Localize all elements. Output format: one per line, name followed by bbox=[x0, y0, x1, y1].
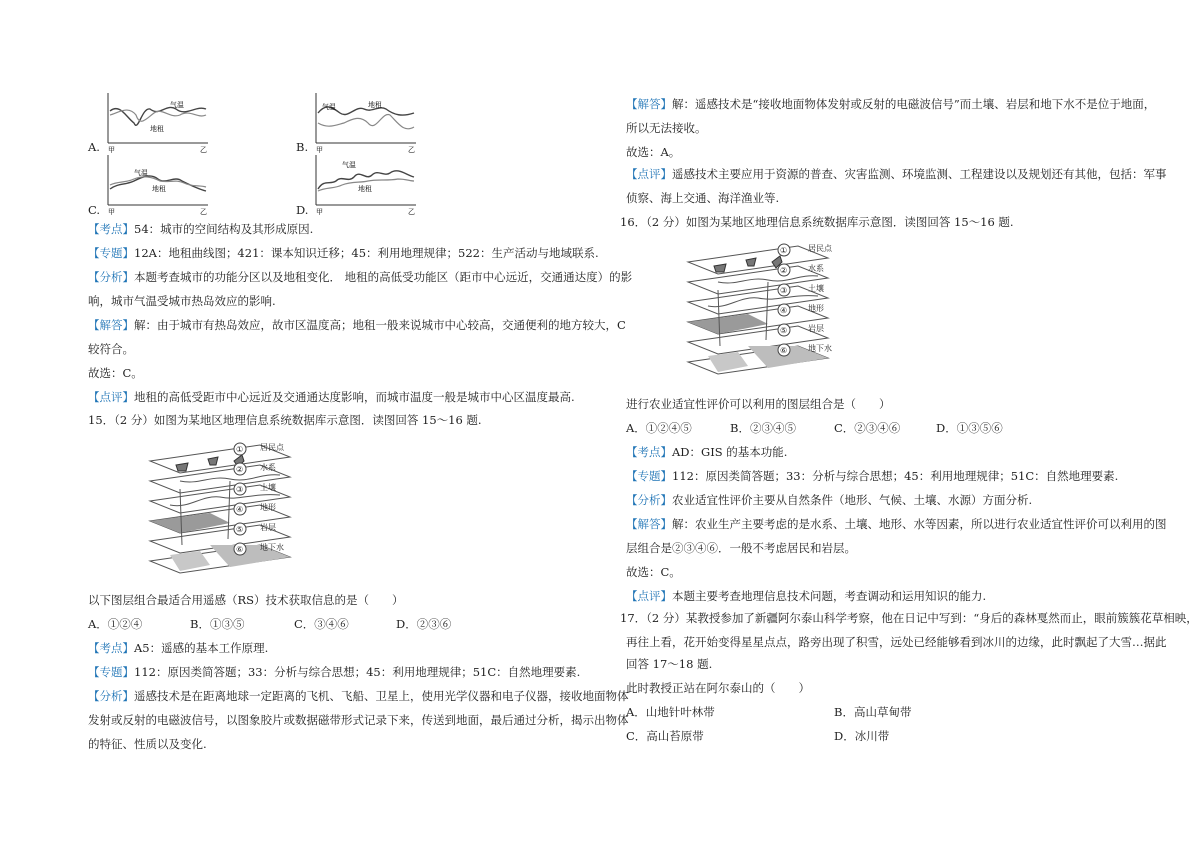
option-d-label: D. bbox=[296, 203, 309, 217]
gis-layer-diagram-q15 bbox=[110, 435, 350, 583]
fenxi-text: 遥感技术是在距离地球一定距离的飞机、飞船、卫星上，使用光学仪器和电子仪器，接收地面物体 bbox=[134, 689, 629, 703]
q14-zhuanti bbox=[88, 245, 599, 261]
zhuanti-tag: 【专题】 bbox=[626, 469, 672, 483]
q14-jieda bbox=[88, 317, 626, 333]
jieda-text: 解：农业生产主要考虑的是水系、土壤、地形、水等因素，所以进行农业适宜性评价可以利用的图 bbox=[672, 517, 1167, 531]
fenxi-tag: 【分析】 bbox=[88, 689, 134, 703]
q15-fenxi-cont-1: 发射或反射的电磁波信号，以图象胶片或数据磁带形式记录下来，传送到地面，最后通过分析，揭示出物体 bbox=[88, 713, 629, 727]
series-label-s2: 气温 bbox=[322, 103, 336, 111]
fenxi-text: 农业适宜性评价主要从自然条件（地形、气候、土壤、水源）方面分析. bbox=[672, 493, 1033, 507]
axis-start-label: 甲 bbox=[108, 208, 115, 215]
axis-start-label: 甲 bbox=[316, 208, 323, 215]
layer-number-1: ① bbox=[236, 445, 244, 454]
layer-label-5: 岩层 bbox=[260, 523, 276, 532]
dianping-text: 地租的高低受距市中心远近及交通通达度影响，而城市温度一般是城市中心区温度最高. bbox=[134, 390, 575, 404]
layer-label-3: 土壤 bbox=[260, 483, 276, 492]
layer-number-2: ② bbox=[236, 465, 244, 474]
option-c-label: C. bbox=[88, 203, 101, 217]
layer-label-4: 地形 bbox=[808, 304, 824, 313]
layer-number-6: ⑥ bbox=[780, 346, 788, 355]
q17-option-a[interactable]: A．山地针叶林带 bbox=[626, 705, 715, 719]
layer-number-3: ③ bbox=[236, 485, 244, 494]
q14-fenxi-cont: 响，城市气温受城市热岛效应的影响. bbox=[88, 294, 276, 308]
jieda-text: 解：由于城市有热岛效应，故市区温度高；地租一般来说城市中心较高，交通便利的地方较大，C bbox=[134, 318, 626, 332]
q16-option-b[interactable]: B．②③④⑤ bbox=[730, 421, 796, 435]
series-label-s1: 气温 bbox=[170, 101, 184, 109]
q14-kaodian bbox=[88, 221, 313, 237]
q15-stem: 15．（2 分）如图为某地区地理信息系统数据库示意图．读图回答 15～16 题. bbox=[88, 413, 482, 427]
series-label-s2: 地租 bbox=[150, 125, 164, 133]
q17-option-b[interactable]: B．高山草甸带 bbox=[834, 705, 912, 719]
layer-number-5: ⑤ bbox=[780, 326, 788, 335]
q16-stem: 16．（2 分）如图为某地区地理信息系统数据库示意图．读图回答 15～16 题. bbox=[620, 215, 1014, 229]
jieda-tag: 【解答】 bbox=[626, 97, 672, 111]
dianping-tag: 【点评】 bbox=[88, 390, 134, 404]
dianping-tag: 【点评】 bbox=[626, 589, 672, 603]
fenxi-tag: 【分析】 bbox=[626, 493, 672, 507]
kaodian-tag: 【考点】 bbox=[88, 641, 134, 655]
q15-option-c[interactable]: C．③④⑥ bbox=[294, 617, 349, 631]
jieda-text: 解：遥感技术是“接收地面物体发射或反射的电磁波信号”而土壤、岩层和地下水不是位于地面， bbox=[672, 97, 1156, 111]
q14-fenxi bbox=[88, 269, 632, 285]
q15-fenxi bbox=[88, 688, 629, 704]
kaodian-text: A5：遥感的基本工作原理. bbox=[134, 641, 269, 655]
layer-label-6: 地下水 bbox=[808, 344, 832, 353]
layer-label-2: 水系 bbox=[808, 264, 824, 273]
q16-question: 进行农业适宜性评价可以利用的图层组合是（ ） bbox=[626, 397, 891, 411]
dianping-text: 本题主要考查地理信息技术问题，考查调动和运用知识的能力. bbox=[672, 589, 987, 603]
q17-stem-cont-2: 回答 17～18 题. bbox=[626, 657, 713, 671]
q17-option-c[interactable]: C．高山苔原带 bbox=[626, 729, 704, 743]
q15-dianping-cont: 侦察、海上交通、海洋渔业等. bbox=[626, 191, 780, 205]
layer-label-3: 土壤 bbox=[808, 284, 824, 293]
q15-jieda-cont: 所以无法接收。 bbox=[626, 121, 707, 135]
q14-jieda-cont: 较符合。 bbox=[88, 342, 134, 356]
q15-option-a[interactable]: A．①②④ bbox=[88, 617, 143, 631]
q15-option-b[interactable]: B．①③⑤ bbox=[190, 617, 245, 631]
axis-end-label: 乙 bbox=[408, 208, 415, 215]
series-label-s1: 地租 bbox=[368, 101, 382, 109]
series-label-s2: 地租 bbox=[152, 185, 166, 193]
fenxi-text: 本题考查城市的功能分区以及地租变化． 地租的高低受功能区（距市中心远近，交通通达度）的影 bbox=[134, 270, 633, 284]
q15-dianping bbox=[626, 166, 1167, 182]
q15-kaodian bbox=[88, 640, 268, 656]
layer-label-5: 岩层 bbox=[808, 324, 824, 333]
chart-option-a bbox=[104, 93, 210, 153]
q16-dianping bbox=[626, 588, 986, 604]
q16-jieda-cont: 层组合是②③④⑥．一般不考虑居民和岩层。 bbox=[626, 541, 856, 555]
layer-number-6: ⑥ bbox=[236, 545, 244, 554]
q16-option-d[interactable]: D．①③⑤⑥ bbox=[936, 421, 1003, 435]
dianping-tag: 【点评】 bbox=[626, 167, 672, 181]
layer-label-1: 居民点 bbox=[260, 443, 284, 452]
gis-layer-diagram-q16 bbox=[648, 236, 888, 384]
fenxi-tag: 【分析】 bbox=[88, 270, 134, 284]
zhuanti-text: 112：原因类简答题；33：分析与综合思想；45：利用地理规律；51C：自然地理要素. bbox=[134, 665, 581, 679]
kaodian-text: AD：GIS 的基本功能. bbox=[672, 445, 788, 459]
series-label-s1: 气温 bbox=[134, 169, 148, 177]
q16-kaodian bbox=[626, 444, 787, 460]
q16-zhuanti bbox=[626, 468, 1118, 484]
q17-stem: 17．（2 分）某教授参加了新疆阿尔泰山科学考察，他在日记中写到：“身后的森林戛然而止，眼前簇簇花草相映， bbox=[620, 611, 1198, 625]
q17-question: 此时教授正站在阿尔泰山的（ ） bbox=[626, 681, 810, 695]
q15-question: 以下图层组合最适合用遥感（RS）技术获取信息的是（ ） bbox=[88, 593, 404, 607]
axis-end-label: 乙 bbox=[408, 146, 415, 153]
zhuanti-text: 12A：地租曲线图；421：课本知识迁移；45：利用地理规律；522：生产活动与地域联系. bbox=[134, 246, 599, 260]
series-label-s2: 地租 bbox=[358, 185, 372, 193]
q16-jieda bbox=[626, 516, 1167, 532]
zhuanti-tag: 【专题】 bbox=[88, 246, 134, 260]
axis-start-label: 甲 bbox=[108, 146, 115, 153]
q16-fenxi bbox=[626, 492, 1032, 508]
q17-option-d[interactable]: D．冰川带 bbox=[834, 729, 890, 743]
q15-option-d[interactable]: D．②③⑥ bbox=[396, 617, 452, 631]
option-a-label: A. bbox=[88, 140, 100, 154]
q14-dianping bbox=[88, 389, 575, 405]
q15-fenxi-cont-2: 的特征、性质以及变化. bbox=[88, 737, 207, 751]
q16-option-a[interactable]: A．①②④⑤ bbox=[626, 421, 692, 435]
series-label-s1: 气温 bbox=[342, 161, 356, 169]
layer-label-1: 居民点 bbox=[808, 244, 832, 253]
q15-jieda bbox=[626, 96, 1155, 112]
option-b-label: B. bbox=[296, 140, 309, 154]
kaodian-tag: 【考点】 bbox=[88, 222, 134, 236]
chart-option-c bbox=[104, 155, 210, 215]
axis-end-label: 乙 bbox=[200, 146, 207, 153]
q15-zhuanti bbox=[88, 664, 580, 680]
q17-stem-cont-1: 再往上看，花开始变得星星点点，路旁出现了积雪，远处已经能够看到冰川的边缘，此时飘起了大雪…据此 bbox=[626, 635, 1167, 649]
layer-number-1: ① bbox=[780, 246, 788, 255]
chart-option-b bbox=[312, 93, 418, 153]
q16-option-c[interactable]: C．②③④⑥ bbox=[834, 421, 901, 435]
axis-start-label: 甲 bbox=[316, 146, 323, 153]
q15-answer: 故选：A。 bbox=[626, 145, 681, 159]
zhuanti-text: 112：原因类简答题；33：分析与综合思想；45：利用地理规律；51C：自然地理要素. bbox=[672, 469, 1119, 483]
layer-number-3: ③ bbox=[780, 286, 788, 295]
layer-label-6: 地下水 bbox=[260, 543, 284, 552]
jieda-tag: 【解答】 bbox=[88, 318, 134, 332]
axis-end-label: 乙 bbox=[200, 208, 207, 215]
kaodian-tag: 【考点】 bbox=[626, 445, 672, 459]
q16-answer: 故选：C。 bbox=[626, 565, 681, 579]
chart-option-d bbox=[312, 155, 418, 215]
kaodian-text: 54：城市的空间结构及其形成原因. bbox=[134, 222, 314, 236]
layer-label-4: 地形 bbox=[260, 503, 276, 512]
layer-label-2: 水系 bbox=[260, 463, 276, 472]
layer-number-4: ④ bbox=[780, 306, 788, 315]
layer-number-4: ④ bbox=[236, 505, 244, 514]
zhuanti-tag: 【专题】 bbox=[88, 665, 134, 679]
q14-answer: 故选：C。 bbox=[88, 366, 143, 380]
layer-number-2: ② bbox=[780, 266, 788, 275]
dianping-text: 遥感技术主要应用于资源的普查、灾害监测、环境监测、工程建设以及规划还有其他，包括：军事 bbox=[672, 167, 1167, 181]
jieda-tag: 【解答】 bbox=[626, 517, 672, 531]
layer-number-5: ⑤ bbox=[236, 525, 244, 534]
